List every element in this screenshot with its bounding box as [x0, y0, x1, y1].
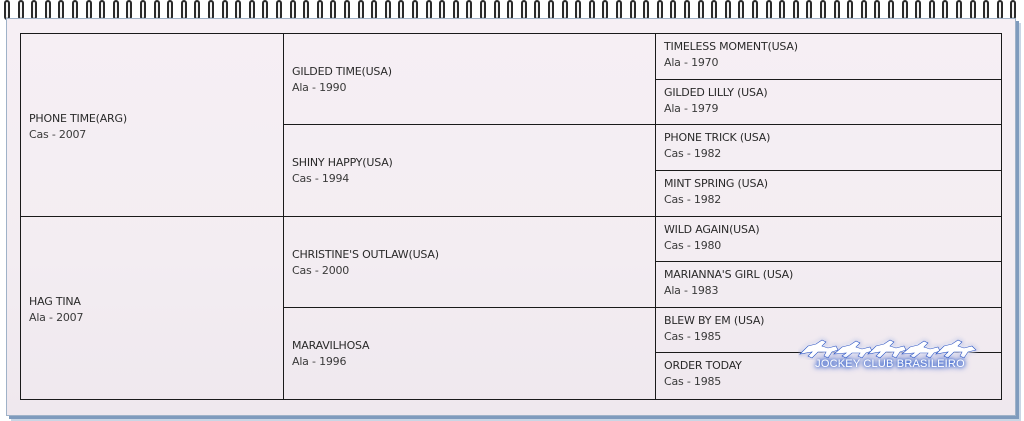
- spiral-coil: [167, 0, 173, 20]
- spiral-coil: [820, 0, 826, 20]
- spiral-coil: [847, 0, 853, 20]
- spiral-coil: [208, 0, 214, 20]
- dam-dam-cell: [284, 308, 656, 399]
- jockey-club-logo: [798, 334, 982, 376]
- spiral-coil: [521, 0, 527, 20]
- spiral-coil: [181, 0, 187, 20]
- spiral-coil: [45, 0, 51, 20]
- spiral-coil: [752, 0, 758, 20]
- spiral-coil: [630, 0, 636, 20]
- ancestor-cell: [656, 217, 1001, 263]
- spiral-coil: [31, 0, 37, 20]
- horse-info: Cas - 2007: [29, 127, 87, 141]
- spiral-coil: [575, 0, 581, 20]
- spiral-coil: [861, 0, 867, 20]
- logo-text: JOCKEY CLUB BRASILEIRO: [815, 358, 965, 370]
- horse-info: Ala - 1983: [664, 284, 719, 298]
- spiral-coil: [72, 0, 78, 20]
- horse-info: Ala - 1996: [292, 354, 347, 368]
- spiral-coil: [317, 0, 323, 20]
- spiral-coil: [113, 0, 119, 20]
- spiral-coil: [725, 0, 731, 20]
- spiral-coil: [793, 0, 799, 20]
- spiral-coil: [4, 0, 10, 20]
- spiral-coil: [643, 0, 649, 20]
- ancestor-cell: [656, 80, 1001, 126]
- spiral-coil: [58, 0, 64, 20]
- spiral-coil: [929, 0, 935, 20]
- spiral-coil: [970, 0, 976, 20]
- horse-name: MARIANNA'S GIRL (USA): [664, 268, 794, 282]
- horse-info: Cas - 2000: [292, 263, 350, 277]
- spiral-coil: [453, 0, 459, 20]
- spiral-coil: [426, 0, 432, 20]
- spiral-coil: [534, 0, 540, 20]
- horse-name: MARAVILHOSA: [292, 338, 370, 352]
- spiral-coil: [154, 0, 160, 20]
- spiral-coil: [290, 0, 296, 20]
- ancestor-cell: [656, 262, 1001, 308]
- horse-name: GILDED LILLY (USA): [664, 85, 768, 99]
- spiral-coil: [222, 0, 228, 20]
- spiral-coil: [548, 0, 554, 20]
- spiral-coil: [262, 0, 268, 20]
- spiral-coil: [602, 0, 608, 20]
- horse-info: Ala - 2007: [29, 310, 84, 324]
- sire-sire-cell: [284, 34, 656, 125]
- ancestor-cell: [656, 34, 1001, 80]
- spiral-coil: [915, 0, 921, 20]
- spiral-coil: [942, 0, 948, 20]
- spiral-coil: [330, 0, 336, 20]
- spiral-coil: [235, 0, 241, 20]
- spiral-coil: [439, 0, 445, 20]
- horse-name: GILDED TIME(USA): [292, 65, 392, 78]
- spiral-coil: [779, 0, 785, 20]
- sire-dam-cell: [284, 125, 656, 216]
- spiral-coil: [766, 0, 772, 20]
- horse-name: MINT SPRING (USA): [664, 176, 768, 190]
- spiral-coil: [412, 0, 418, 20]
- horse-info: Cas - 1994: [292, 172, 350, 186]
- spiral-coil: [684, 0, 690, 20]
- spiral-coil: [711, 0, 717, 20]
- spiral-coil: [1010, 0, 1016, 20]
- spiral-coil: [834, 0, 840, 20]
- spiral-coil: [276, 0, 282, 20]
- spiral-coil: [589, 0, 595, 20]
- spiral-coil: [303, 0, 309, 20]
- horse-info: Cas - 1980: [664, 238, 722, 252]
- racing-horses-icon: [798, 334, 982, 360]
- dam-sire-cell: [284, 217, 656, 308]
- horse-name: HAG TINA: [29, 294, 81, 308]
- horse-info: Ala - 1990: [292, 81, 347, 94]
- spiral-coil: [18, 0, 24, 20]
- horse-name: TIMELESS MOMENT(USA): [664, 40, 798, 53]
- spiral-coil: [657, 0, 663, 20]
- spiral-coil: [806, 0, 812, 20]
- spiral-coil: [249, 0, 255, 20]
- horse-info: Ala - 1979: [664, 101, 719, 115]
- spiral-coil: [983, 0, 989, 20]
- spiral-coil: [507, 0, 513, 20]
- spiral-coil: [99, 0, 105, 20]
- horse-name: PHONE TRICK (USA): [664, 131, 771, 145]
- spiral-coil: [888, 0, 894, 20]
- spiral-coil: [997, 0, 1003, 20]
- horse-info: Cas - 1982: [664, 147, 722, 161]
- horse-name: WILD AGAIN(USA): [664, 222, 760, 236]
- horse-name: PHONE TIME(ARG): [29, 111, 127, 125]
- spiral-coil: [616, 0, 622, 20]
- spiral-coil: [86, 0, 92, 20]
- spiral-coil: [344, 0, 350, 20]
- spiral-coil: [358, 0, 364, 20]
- spiral-coil: [562, 0, 568, 20]
- spiral-coil: [874, 0, 880, 20]
- horse-info: Ala - 1970: [664, 56, 719, 69]
- spiral-coil: [480, 0, 486, 20]
- spiral-coil: [466, 0, 472, 20]
- spiral-coil: [494, 0, 500, 20]
- spiral-coil: [194, 0, 200, 20]
- horse-info: Cas - 1982: [664, 192, 722, 206]
- ancestor-cell: [656, 125, 1001, 171]
- dam-cell: [21, 217, 284, 400]
- spiral-coil: [670, 0, 676, 20]
- spiral-coil: [902, 0, 908, 20]
- spiral-coil: [140, 0, 146, 20]
- horse-info: Cas - 1985: [664, 329, 722, 343]
- horse-info: Cas - 1985: [664, 375, 722, 389]
- spiral-coil: [385, 0, 391, 20]
- horse-name: ORDER TODAY: [664, 359, 742, 373]
- spiral-coil: [371, 0, 377, 20]
- spiral-coil: [698, 0, 704, 20]
- spiral-coil: [126, 0, 132, 20]
- horse-name: SHINY HAPPY(USA): [292, 156, 393, 170]
- ancestor-cell: [656, 171, 1001, 217]
- horse-name: CHRISTINE'S OUTLAW(USA): [292, 247, 439, 261]
- sire-cell: [21, 34, 284, 217]
- spiral-coil: [956, 0, 962, 20]
- spiral-coil: [398, 0, 404, 20]
- horse-name: BLEW BY EM (USA): [664, 313, 765, 327]
- spiral-coil: [738, 0, 744, 20]
